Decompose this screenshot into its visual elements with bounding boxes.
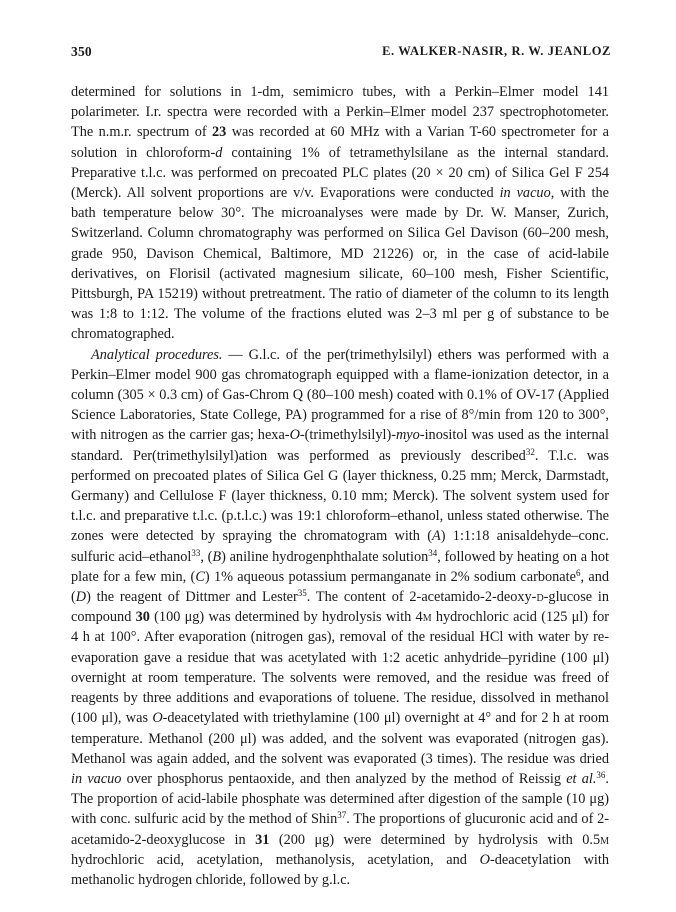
compound-number: 30	[135, 609, 150, 626]
reference-superscript: 36	[596, 769, 606, 780]
reference-superscript: 6	[575, 567, 581, 578]
paragraph-instrumentation: determined for solutions in 1-dm, semimicro tubes, with a Perkin–Elmer model 141 polarimeter. I.r. spectra were recorded with a Perkin–Elmer model 237 spectrophotometer. The n.m.r. spectrum of 23 was recorded at 60 MHz with a Varian T-60 spectrometer for a solution in chloroform-d containing 1% of tetramethylsilane as the internal standard. Preparative t.l.c. was performed on precoated PLC plates (20 × 20 cm) of Silica Gel F 254 (Merck). All solvent proportions are v/v. Evaporations were conducted in vacuo, with the bath temperature below 30°. The microanalyses were made by Dr. W. Manser, Zurich, Switzerland. Column chromatography was performed on Silica Gel Davison (60–200 mesh, grade 950, Davison Chemical, Baltimore, MD 21226) or, in the case of acid-labile derivatives, on Florisil (activated magnesium silicate, 60–100 mesh, Fisher Scientific, Pittsburgh, PA 15219) without pretreatment. The ratio of diameter of the column to its length was 1:8 to 1:12. The volume of the fractions eluted was 2–3 ml per g of substance to be chromatographed.	[71, 84, 610, 343]
reference-superscript: 35	[297, 588, 307, 599]
reference-superscript: 34	[428, 547, 438, 558]
running-head: E. WALKER-NASIR, R. W. JEANLOZ	[382, 44, 611, 58]
reference-superscript: 33	[191, 547, 201, 558]
compound-number: 31	[255, 831, 270, 848]
compound-number: 23	[212, 124, 227, 141]
section-heading: Analytical procedures.	[91, 346, 223, 363]
page-number: 350	[71, 44, 92, 59]
body-text	[71, 82, 609, 890]
page-header	[71, 44, 611, 62]
reference-superscript: 37	[337, 810, 347, 821]
paragraph-analytical-procedures: Analytical procedures. — G.l.c. of the per(trimethylsilyl) ethers was performed with a Perkin–Elmer model 900 gas chromatograph equipped with a flame-ionization detector, in a column (305 × 0.3 cm) of Gas-Chrom Q (80–100 mesh) coated with 0.1% of OV-17 (Applied Science Laboratories, State College, PA) programmed for a rise of 8°/min from 120 to 300°, with nitrogen as the carrier gas; hexa-O-(trimethylsilyl)-myo-inositol was used as the internal standard. Per(trimethylsilyl)ation was performed as previously described$^{32}$. T.l.c. was performed on precoated plates of Silica Gel G (layer thickness, 0.25 mm; Merck, Darmstadt, Germany) and Cellulose F (layer thickness, 0.10 mm; Merck). The solvent system used for t.l.c. and preparative t.l.c. (p.t.l.c.) was 19:1 chloroform–ethanol, unless stated otherwise. The zones were detected by spraying the chromatogram with (A) 1:1:18 anisaldehyde–conc. sulfuric acid–ethanol$^{33}$, (B) aniline hydrogenphthalate solution$^{34}$, followed by heating on a hot plate for a few min, (C) 1% aqueous potassium permanganate in 2% sodium carbonate$^6$, and (D) the reagent of Dittmer and Lester$^{35}$. The content of 2-acetamido-2-deoxy-d-glucose in compound 30 (100 μg) was determined by hydrolysis with 4m hydrochloric acid (125 μl) for 4 h at 100°. After evaporation (nitrogen gas), removal of the residual HCl with water by re-evaporation gave a residue that was acetylated with 1:2 acetic anhydride–pyridine (100 μl) overnight at room temperature. The solvents were removed, and the residue was freed of reagents by three additions and evaporations of toluene. The residue, dissolved in methanol (100 μl), was O-deacetylated with triethylamine (100 μl) overnight at 4° and for 2 h at room temperature. Methanol (200 μl) was added, and the solvent was evaporated (nitrogen gas). Methanol was again added, and the solvent was evaporated (3 times). The residue was dried in vacuo over phosphorus pentaoxide, and then analyzed by the method of Reissig et al.$^{36}$. The proportion of acid-labile phosphate was determined after digestion of the sample (10 μg) with conc. sulfuric acid by the method of Shin$^{37}$. The proportions of glucuronic acid and of 2-acetamido-2-deoxyglucose in 31 (200 μg) were determined by hydrolysis with 0.5m hydrochloric acid, acetylation, methanolysis, acetylation, and O-deacetylation with methanolic hydrogen chloride, followed by g.l.c.	[71, 346, 610, 888]
reference-superscript: 32	[525, 446, 535, 457]
